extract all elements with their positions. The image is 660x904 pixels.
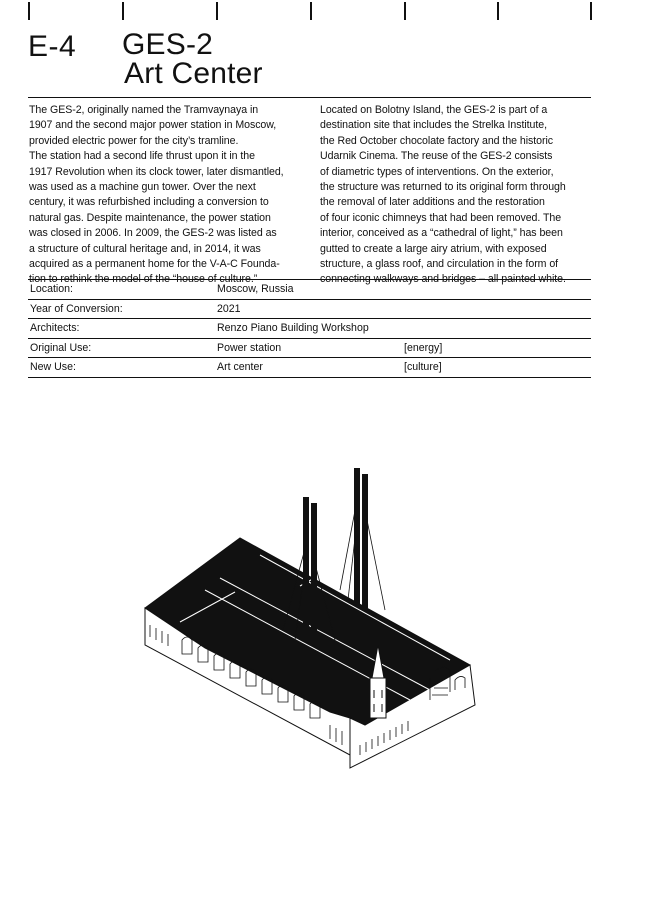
ruler-tick — [28, 2, 30, 20]
spec-value: Renzo Piano Building Workshop — [217, 322, 369, 334]
spec-value: Art center — [217, 361, 263, 373]
title-line-1: GES-2 — [122, 28, 214, 61]
chimney — [362, 474, 368, 608]
ruler-tick — [216, 2, 218, 20]
body-text-right: Located on Bolotny Island, the GES-2 is part of a destination site that includes the Strelka Institute, the Red October chocolate factory and the historic Udarnik Cinema. The reuse of the GES-2 consists of diametric types of interventions. On the exterior, the structure was returned to its original form through the removal of later additions and the restoration of four iconic chimneys that had been removed. The interior, conceived as a “cathedral of light,” has been gutted to create a large airy atrium, with exposed structure, a glass roof, and circulation in the form of connecting walkways and bridges – all painted white. — [320, 104, 566, 286]
header-divider — [28, 97, 591, 98]
ruler-tick — [404, 2, 406, 20]
spec-label: Year of Conversion: — [30, 302, 123, 315]
spec-row-new-use — [28, 357, 591, 378]
spec-row-architects — [28, 318, 591, 338]
spec-tag: [culture] — [404, 361, 442, 373]
chimney — [303, 497, 309, 637]
title-line-2: Art Center — [124, 57, 263, 90]
spec-label: Original Use: — [30, 341, 92, 354]
ruler-tick — [590, 2, 592, 20]
ruler-tick — [310, 2, 312, 20]
specs-table — [28, 279, 591, 378]
spec-row-original-use — [28, 338, 591, 358]
spec-value: Power station — [217, 341, 282, 354]
page-title — [122, 30, 263, 88]
spec-value: Moscow, Russia — [217, 283, 294, 295]
chimney — [311, 503, 317, 643]
spec-row-year — [28, 299, 591, 319]
spec-tag: [energy] — [404, 341, 443, 354]
building-axonometric-illustration — [140, 465, 480, 775]
spec-row-location — [28, 279, 591, 299]
spec-value: 2021 — [217, 302, 241, 315]
spec-label: Location: — [30, 283, 73, 295]
spec-label: New Use: — [30, 361, 76, 373]
entry-code: E-4 — [28, 30, 77, 63]
ruler-tick — [497, 2, 499, 20]
body-text-left: The GES-2, originally named the Tramvaynaya in 1907 and the second major power station in Moscow, provided electric power for the city’s tramline. The station had a second life thrust upon it in the 1917 Revolution when its clock tower, later dismantled, was used as a machine gun tower. Over the next century, it was refurbished including a conversion to natural gas. Despite maintenance, the power station was closed in 2006. In 2009, the GES-2 was listed as a structure of cultural heritage and, in 2014, it was acquired as a permanent home for the V-A-C Founda- tion to rethink the model of the “house of culture.” — [29, 104, 284, 286]
spec-label: Architects: — [30, 322, 80, 334]
ruler-tick — [122, 2, 124, 20]
